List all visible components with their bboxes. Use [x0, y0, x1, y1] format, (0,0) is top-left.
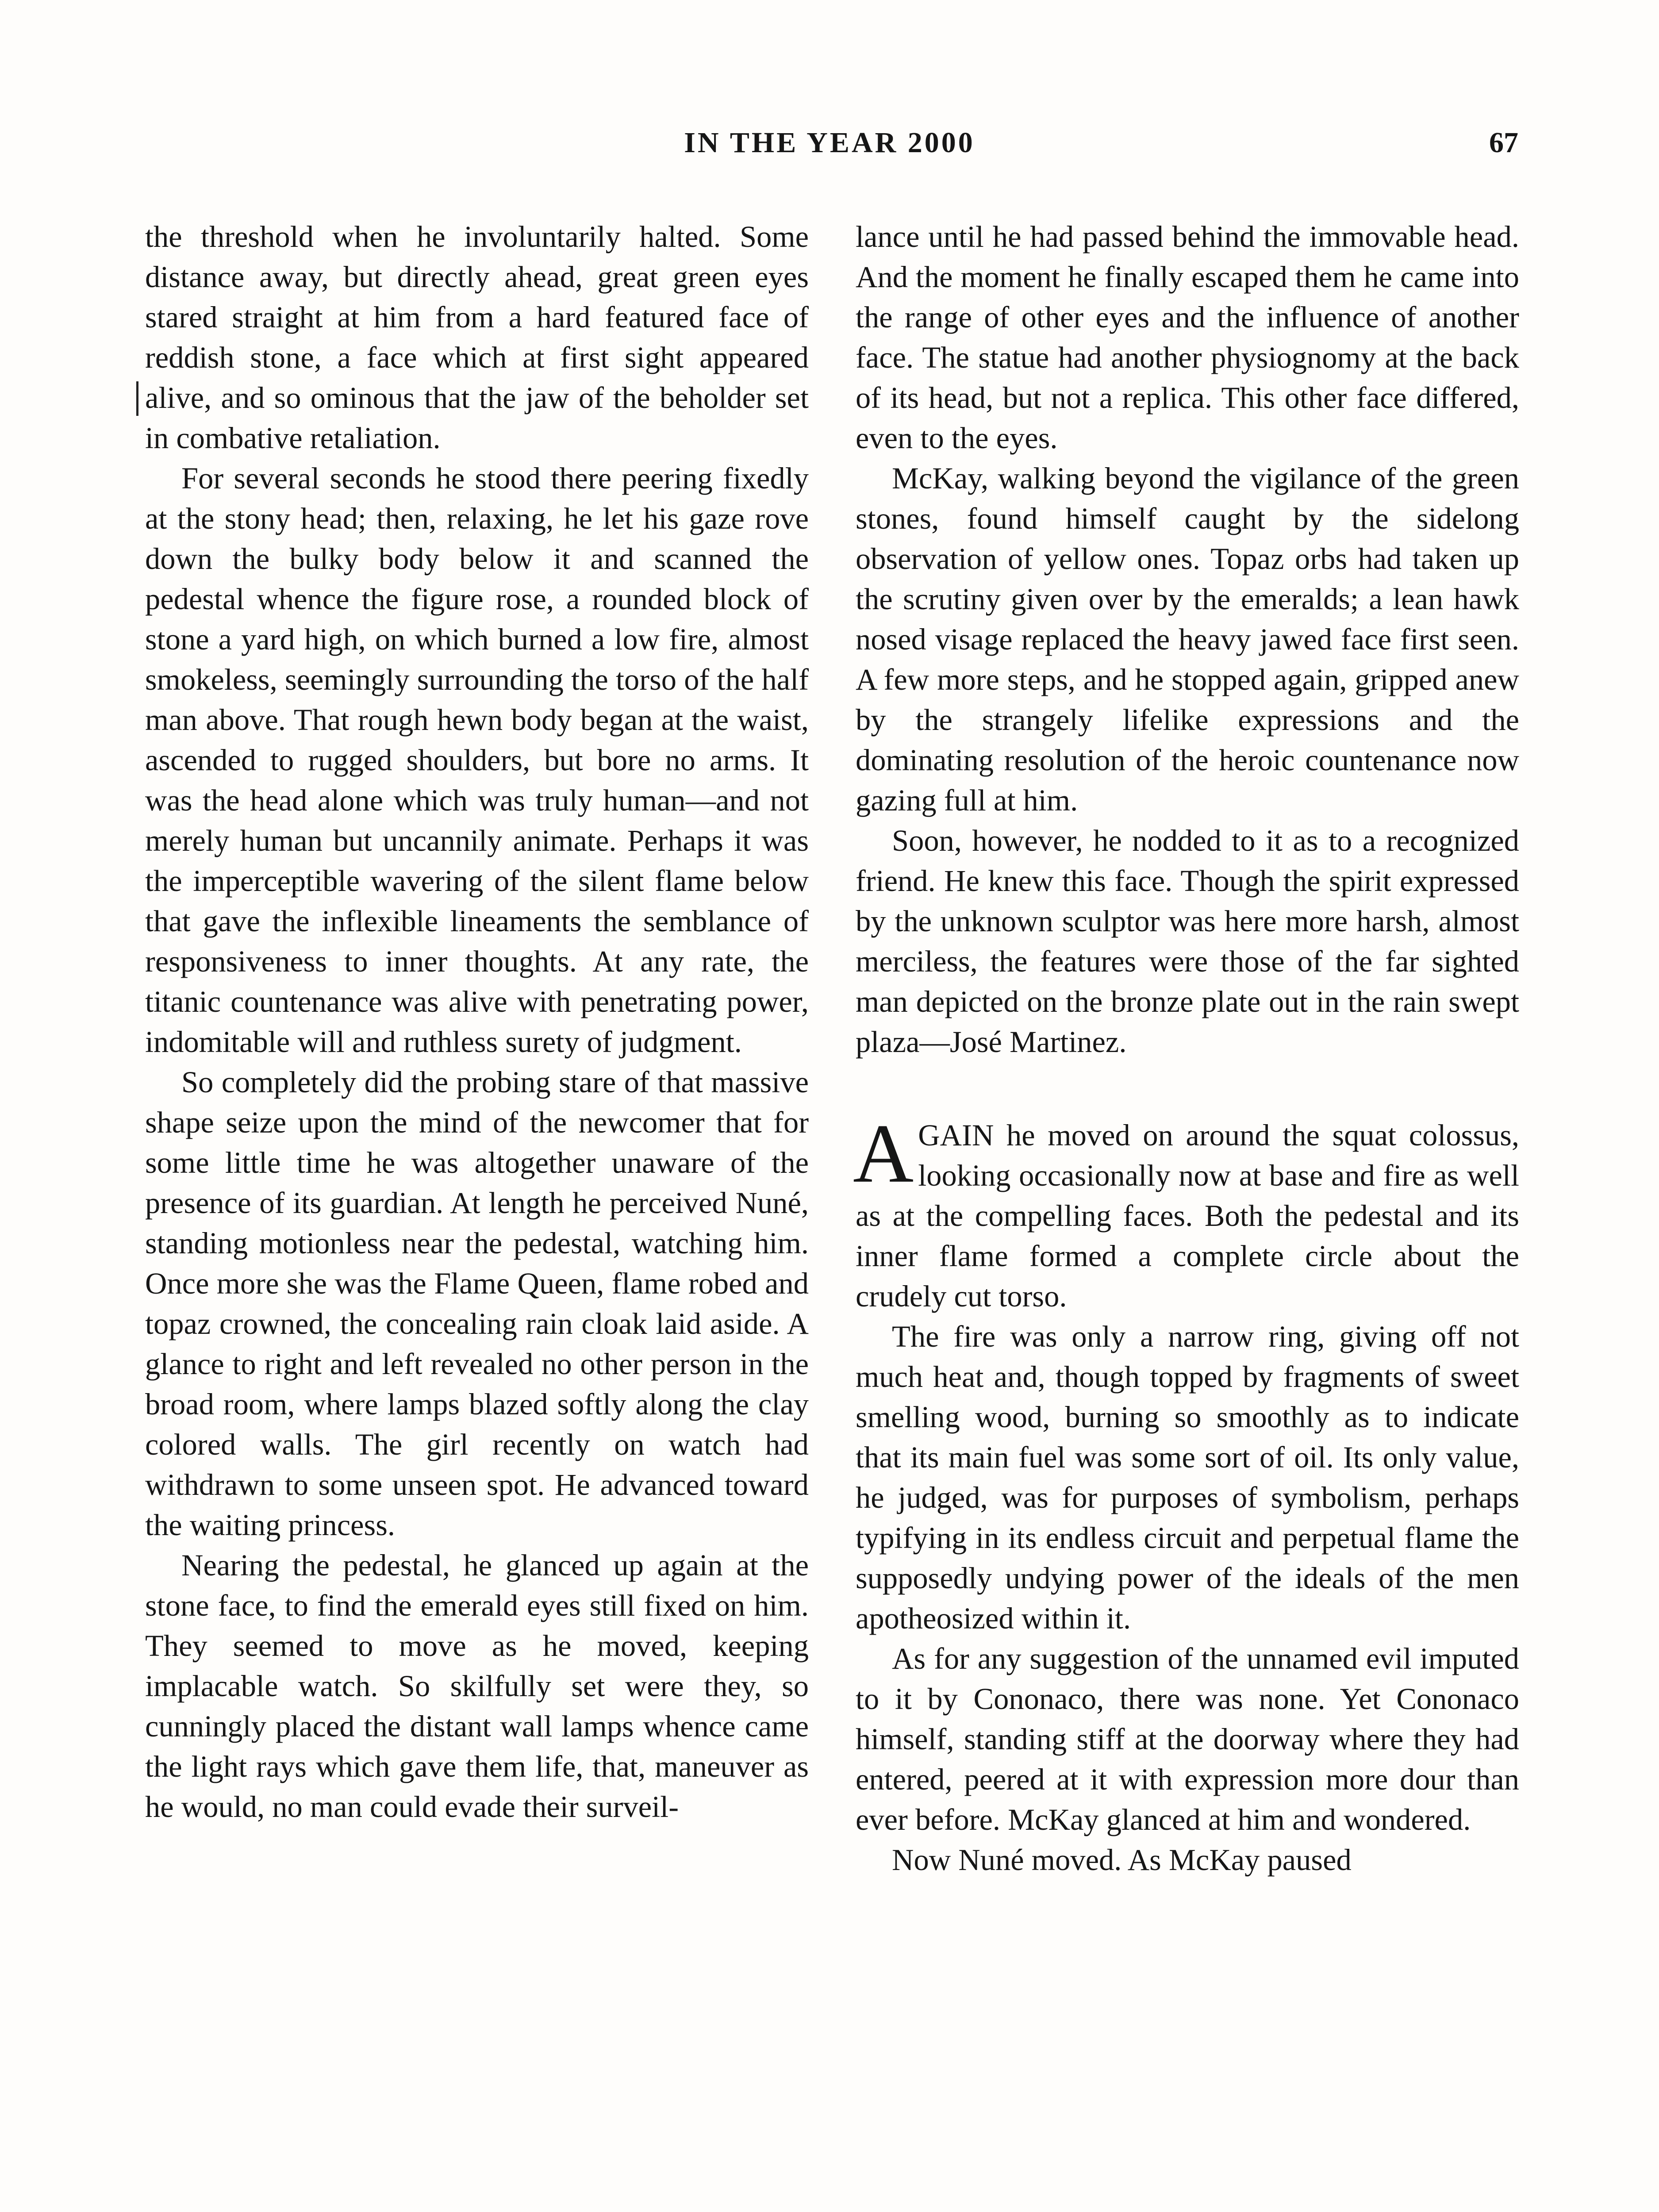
paragraph: Nearing the pedestal, he glanced up again at the stone face, to find the emerald eyes still fixed on him. They seemed to move as he moved, keeping implacable watch. So skilfully set were they, so cunningly placed the distant wall lamps whence came the light rays which gave them life, that, maneuver as he would, no man could evade their surveil-	[145, 1548, 809, 1824]
paragraph: McKay, walking beyond the vigilance of the green stones, found himself caught by the sidelong observation of yellow ones. Topaz orbs had taken up the scrutiny given over by the emeralds; a lean hawk nosed visage replaced the heavy jawed face first seen. A few more steps, and he stopped again, gripped anew by the strangely lifelike expressions and the dominating resolution of the heroic countenance now gazing full at him.	[856, 461, 1519, 817]
margin-mark	[136, 381, 138, 416]
paragraph: the threshold when he involuntarily halted. Some distance away, but directly ahead, great green eyes stared straight at him from a hard featured face of reddish stone, a face which at first sight appeared alive, and so ominous that the jaw of the beholder set in combative retaliation.	[145, 220, 809, 455]
left-column	[145, 217, 809, 1827]
paragraph: For several seconds he stood there peering fixedly at the stony head; then, relaxing, he let his gaze rove down the bulky body below it and scanned the pedestal whence the figure rose, a rounded block of stone a yard high, on which burned a low fire, almost smokeless, seemingly surrounding the torso of the half man above. That rough hewn body began at the waist, ascended to rugged shoulders, but bore no arms. It was the head alone which was truly human—and not merely human but uncannily animate. Perhaps it was the imperceptible wavering of the silent flame below that gave the inflexible lineaments the semblance of responsiveness to inner thoughts. At any rate, the titanic countenance was alive with penetrating power, indomitable will and ruthless surety of judgment.	[145, 461, 809, 1059]
paragraph: So completely did the probing stare of that massive shape seize upon the mind of the newcomer that for some little time he was altogether unaware of the presence of its guardian. At length he perceived Nuné, standing motionless near the pedestal, watching him. Once more she was the Flame Queen, flame robed and topaz crowned, the concealing rain cloak laid aside. A glance to right and left revealed no other person in the broad room, where lamps blazed softly along the clay colored walls. The girl recently on watch had withdrawn to some unseen spot. He advanced toward the waiting princess.	[145, 1065, 809, 1542]
paragraph: Soon, however, he nodded to it as to a recognized friend. He knew this face. Though the spirit expressed by the unknown sculptor was here more harsh, almost merciless, the features were those of the far sighted man depicted on the bronze plate out in the rain swept plaza—José Martinez.	[856, 824, 1519, 1059]
paragraph: The fire was only a narrow ring, giving off not much heat and, though topped by fragments of sweet smelling wood, burning so smoothly as to indicate that its main fuel was some sort of oil. Its only value, he judged, was for purposes of symbolism, perhaps typifying in its endless circuit and perpetual flame the supposedly undying power of the ideals of the men apotheosized within it.	[856, 1320, 1519, 1635]
right-column	[853, 217, 1519, 1880]
page-number: 67	[1489, 127, 1518, 159]
dropcap-paragraph-text: GAIN he moved on around the squat colossus, looking occasionally now at base and fire as well as at the compelling faces. Both the pedestal and its inner flame formed a complete circle about the crudely cut torso.	[856, 1118, 1519, 1313]
running-title: IN THE YEAR 2000	[684, 127, 975, 159]
section-break	[856, 1062, 1519, 1115]
paragraph: Now Nuné moved. As McKay paused	[892, 1843, 1352, 1877]
paragraph: As for any suggestion of the unnamed evil imputed to it by Cononaco, there was none. Yet Cononaco himself, standing stiff at the doorway where they had entered, peered at it with expression more dour than ever before. McKay glanced at him and wondered.	[856, 1642, 1519, 1836]
drop-cap: A	[853, 1107, 914, 1200]
paragraph: lance until he had passed behind the immovable head. And the moment he finally escaped them he came into the range of other eyes and the influence of another face. The statue had another physiognomy at the back of its head, but not a replica. This other face differed, even to the eyes.	[856, 220, 1519, 455]
dropcap-paragraph	[853, 1107, 1519, 1317]
running-head	[0, 126, 1659, 170]
